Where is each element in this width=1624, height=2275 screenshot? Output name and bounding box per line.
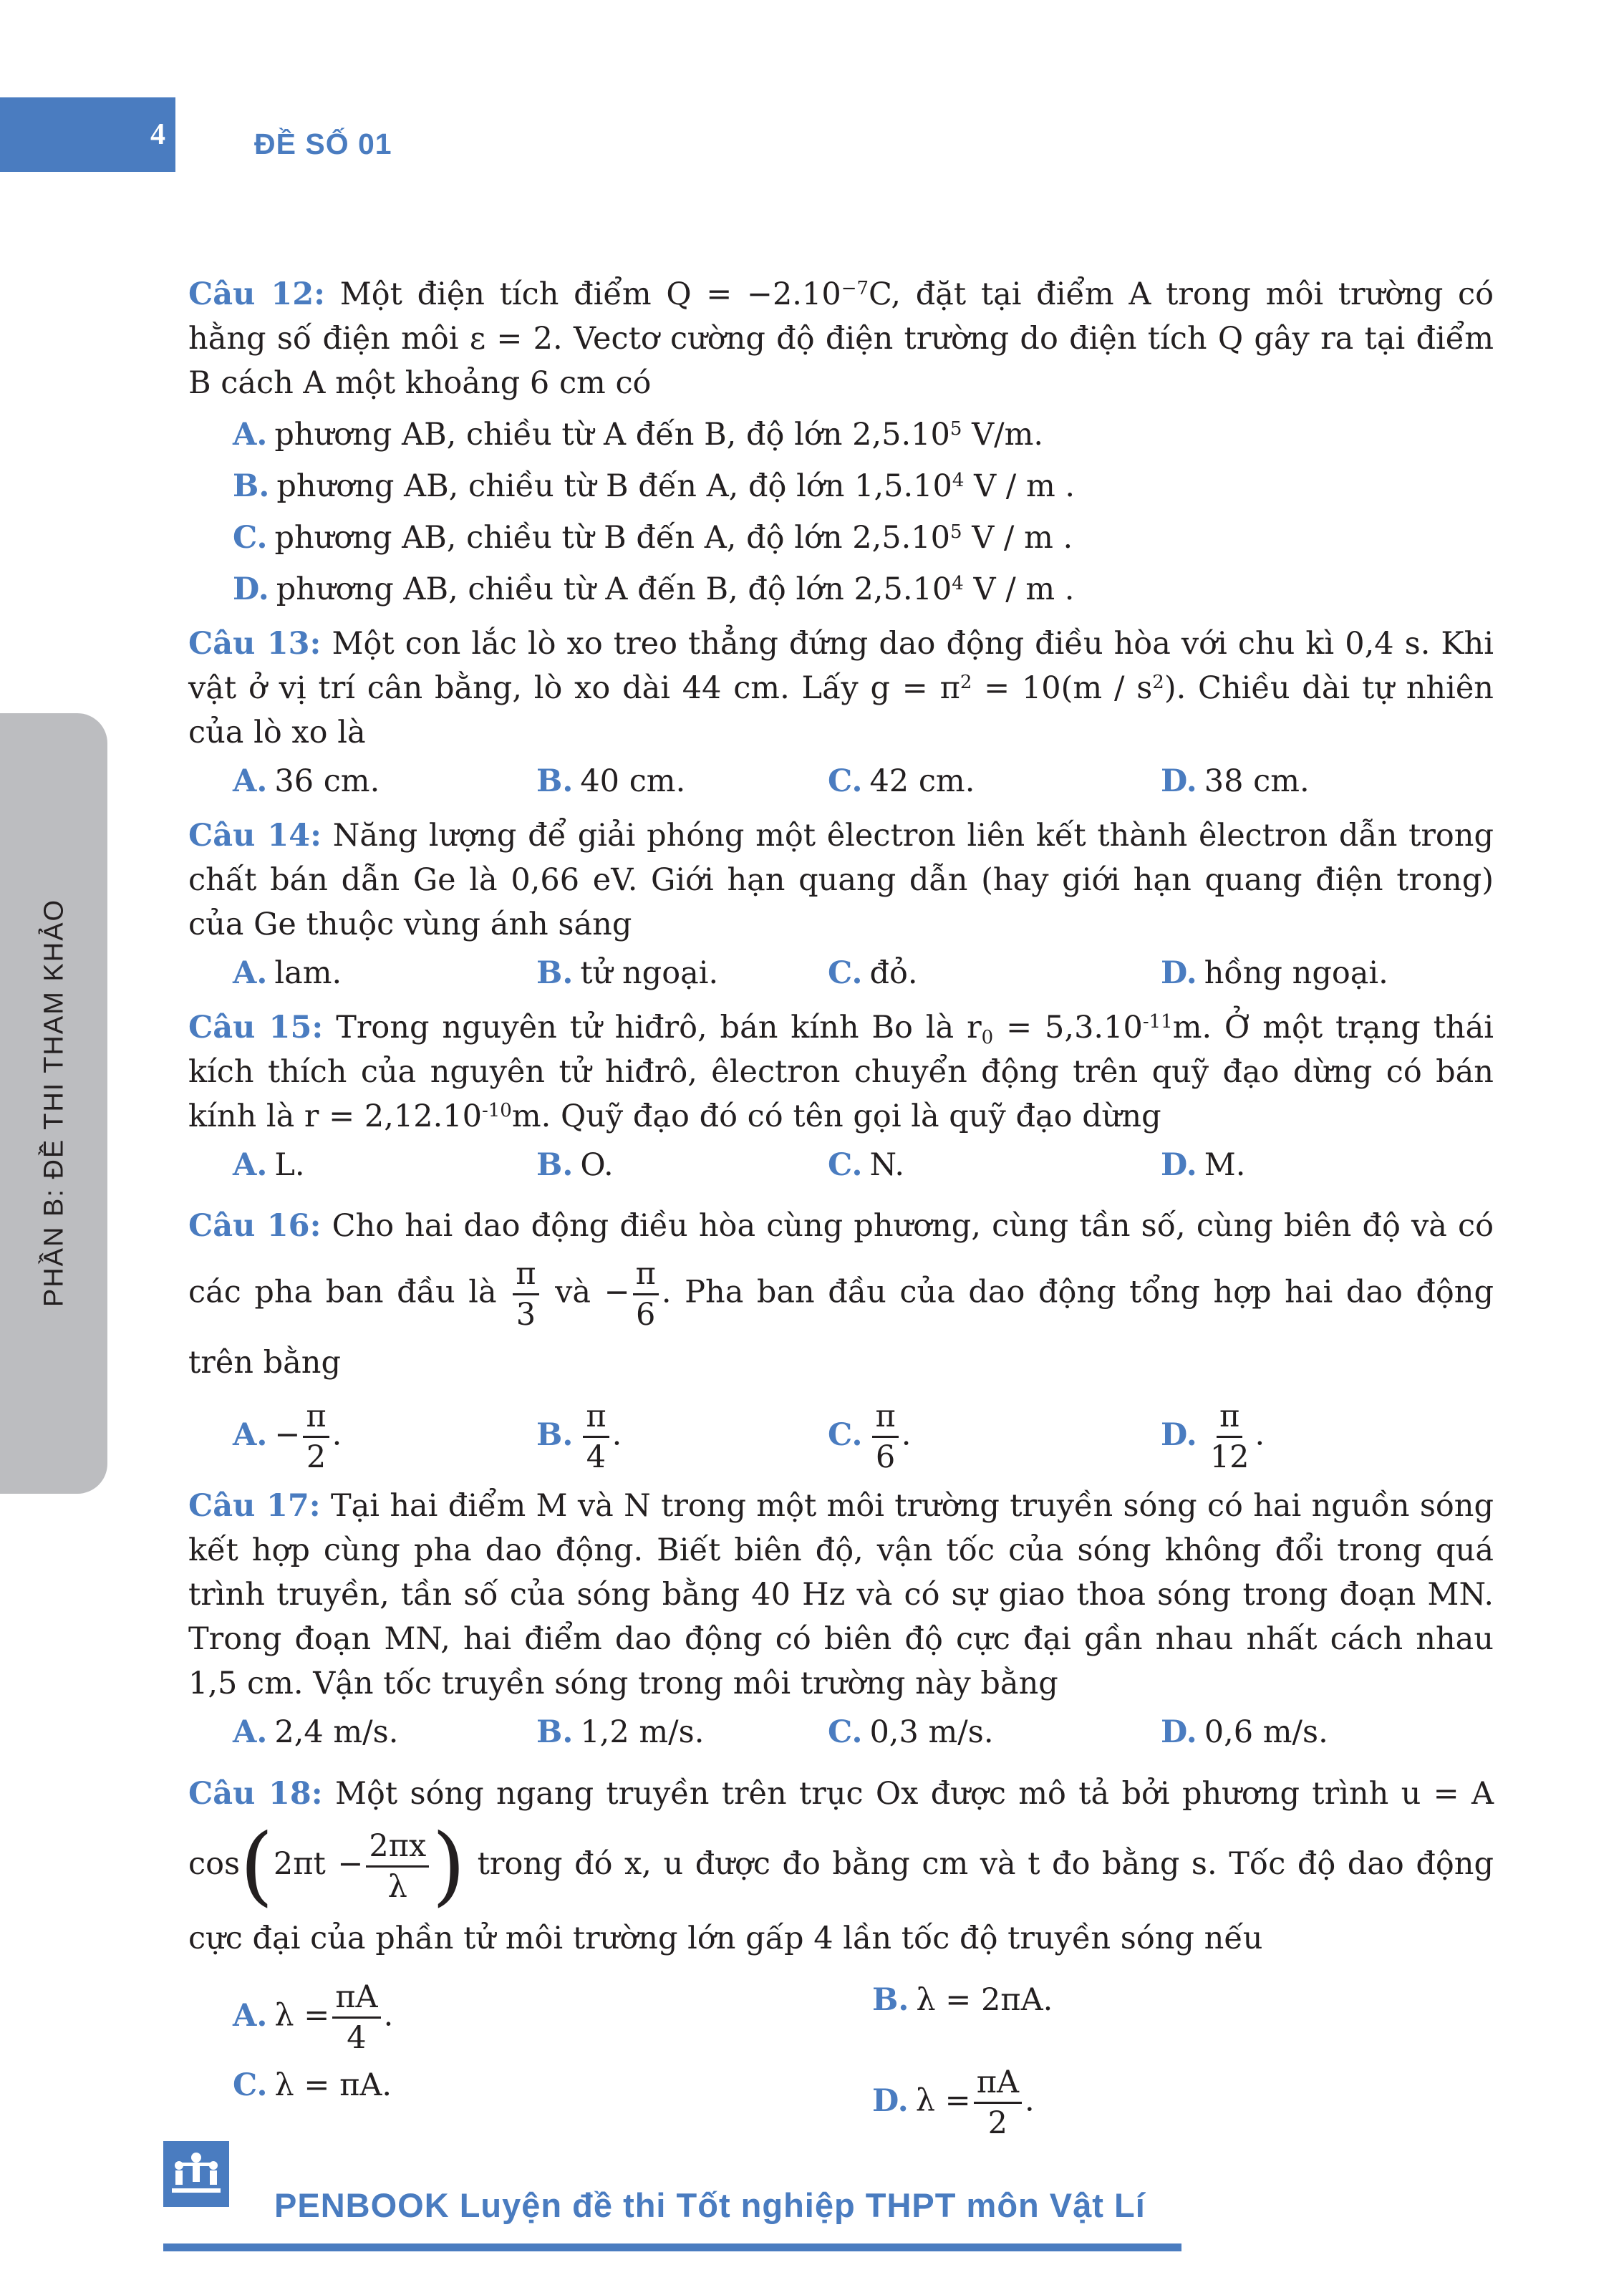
people-logo-icon — [169, 2151, 223, 2197]
option-12-d[interactable]: D. phương AB, chiều từ A đến B, độ lớn 2,5.10$^4$ V / m . — [233, 571, 1075, 607]
option-18-b[interactable]: B. λ = 2πA. — [872, 1982, 1053, 2018]
question-17-options — [188, 1710, 1494, 1754]
question-13 — [188, 622, 1494, 803]
option-16-a[interactable]: A. − $\frac{\pi}{2}$ . — [233, 1399, 342, 1475]
option-17-b[interactable]: B. 1,2 m/s. — [536, 1714, 705, 1750]
option-15-c[interactable]: C. N. — [828, 1147, 904, 1183]
question-16-options — [188, 1397, 1494, 1477]
option-12-b[interactable]: B. phương AB, chiều từ B đến A, độ lớn 1,5.10$^4$ V / m . — [233, 468, 1076, 504]
option-15-d[interactable]: D. M. — [1161, 1147, 1246, 1183]
question-18-equation: u = A cos(2πt − $\frac{2\pi x}{\lambda}$ ) — [188, 1776, 1494, 1916]
option-18-a[interactable]: A. λ = $\frac{\pi A}{4}$ . — [233, 1979, 394, 2056]
option-13-d[interactable]: D. 38 cm. — [1161, 763, 1310, 799]
option-12-c[interactable]: C. phương AB, chiều từ B đến A, độ lớn 2,5.10$^5$ V / m . — [233, 520, 1073, 556]
option-17-d[interactable]: D. 0,6 m/s. — [1161, 1714, 1328, 1750]
question-18-stem: Câu 18: Một sóng ngang truyền trên trục Ox được mô tả bởi phương trình u = A cos(2πt − $\frac{2\pi x}{\lambda}$ ) trong đó x, u được đo bằng cm và t đo bằng s. Tốc độ dao động cực đại của phần tử môi trường lớn gấp 4 lần tốc độ truyền sóng nếu — [188, 1776, 1494, 1956]
option-12-a[interactable]: A. phương AB, chiều từ A đến B, độ lớn 2,5.10$^5$ V/m. — [233, 417, 1044, 453]
question-12 — [188, 272, 1494, 612]
question-14-stem: Câu 14: Năng lượng để giải phóng một êlectron liên kết thành êlectron dẫn trong chất bán dẫn Ge là 0,66 eV. Giới hạn quang dẫn (hay giới hạn quang điện trong) của Ge thuộc vùng ánh sáng — [188, 818, 1494, 942]
question-17 — [188, 1484, 1494, 1754]
option-14-c[interactable]: C. đỏ. — [828, 955, 918, 991]
question-12-stem — [188, 272, 1494, 405]
option-13-a[interactable]: A. 36 cm. — [233, 763, 380, 799]
question-12-text-a: Một điện tích điểm — [339, 276, 652, 312]
question-16 — [188, 1197, 1494, 1477]
question-14 — [188, 813, 1494, 995]
penbook-logo-icon — [163, 2141, 229, 2207]
exam-title: ĐỀ SỐ 01 — [254, 127, 392, 160]
question-13-options — [188, 759, 1494, 803]
option-13-c[interactable]: C. 42 cm. — [828, 763, 975, 799]
option-13-b[interactable]: B. 40 cm. — [536, 763, 686, 799]
option-16-d[interactable]: D. $\frac{\pi}{12}$ . — [1161, 1399, 1265, 1475]
question-18-options-row-2 — [188, 2063, 1494, 2143]
question-15-stem: Câu 15: Trong nguyên tử hiđrô, bán kính Bo là $r_0 = 5,3.10^{-11}m$. Ở một trạng thái kích thích của nguyên tử hiđrô, êlectron chuyển động trên quỹ đạo dừng có bán kính là $r = 2,12.10^{-10}m$. Quỹ đạo đó có tên gọi là quỹ đạo dừng — [188, 1010, 1494, 1134]
option-18-c[interactable]: C. λ = πA. — [233, 2067, 392, 2103]
fraction-pi-6: $\frac{\pi}{6}$ — [633, 1255, 659, 1334]
question-18 — [188, 1764, 1494, 2143]
option-14-d[interactable]: D. hồng ngoại. — [1161, 955, 1388, 991]
question-14-options — [188, 951, 1494, 995]
footer-underline — [163, 2243, 1181, 2251]
option-15-b[interactable]: B. O. — [536, 1147, 614, 1183]
question-17-stem: Câu 17: Tại hai điểm M và N trong một môi trường truyền sóng có hai nguồn sóng kết hợp cùng pha dao động. Biết biên độ, vận tốc của sóng không đổi trong quá trình truyền, tần số của sóng bằng 40 Hz và có sự giao thoa sóng trong đoạn MN. Trong đoạn MN, hai điểm dao động có biên độ cực đại gần nhau nhất cách nhau 1,5 cm. Vận tốc truyền sóng trong môi trường này bằng — [188, 1488, 1494, 1701]
option-16-c[interactable]: C. $\frac{\pi}{6}$ . — [828, 1399, 912, 1475]
option-14-b[interactable]: B. tử ngoại. — [536, 955, 719, 991]
fraction-pi-3: $\frac{\pi}{3}$ — [513, 1255, 538, 1334]
question-12-head: Câu 12: — [188, 276, 326, 312]
question-13-formula: $g = \pi^2 = 10(m / s^2)$ — [870, 670, 1176, 706]
option-15-a[interactable]: A. L. — [233, 1147, 305, 1183]
question-15-options — [188, 1143, 1494, 1187]
side-tab-label: PHẦN B: ĐỀ THI THAM KHẢO — [39, 898, 69, 1308]
questions-content — [188, 272, 1494, 2148]
footer-title: PENBOOK Luyện đề thi Tốt nghiệp THPT môn Vật Lí — [274, 2186, 1146, 2224]
option-17-c[interactable]: C. 0,3 m/s. — [828, 1714, 994, 1750]
question-13-stem: Câu 13: Một con lắc lò xo treo thẳng đứng dao động điều hòa với chu kì 0,4 s. Khi vật ở vị trí cân bằng, lò xo dài 44 cm. Lấy $g = \pi^2 = 10(m / s^2)$. Chiều dài tự nhiên của lò xo là — [188, 626, 1494, 750]
question-12-formula: $Q = -2.10^{-7}C$ — [666, 276, 891, 312]
page-number: 4 — [150, 118, 165, 151]
option-14-a[interactable]: A. lam. — [233, 955, 342, 991]
option-17-a[interactable]: A. 2,4 m/s. — [233, 1714, 399, 1750]
question-15 — [188, 1005, 1494, 1187]
option-16-b[interactable]: B. $\frac{\pi}{4}$ . — [536, 1399, 622, 1475]
question-16-stem: Câu 16: Cho hai dao động điều hòa cùng phương, cùng tần số, cùng biên độ và có các pha ban đầu là $\frac{\pi}{3}$ và − $\frac{\pi}{6}$ . Pha ban đầu của dao động tổng hợp hai dao động trên bằng — [188, 1208, 1494, 1381]
question-18-options-row-1 — [188, 1978, 1494, 2057]
page-number-tab — [0, 97, 175, 172]
question-12-text-b: , đặt tại điểm A trong môi trường có hằng số điện môi ε = 2. Vectơ cường độ điện trường do điện tích Q gây ra tại điểm B cách A một khoảng 6 cm có — [188, 276, 1494, 401]
option-18-d[interactable]: D. λ = $\frac{\pi A}{2}$ . — [872, 2064, 1035, 2141]
